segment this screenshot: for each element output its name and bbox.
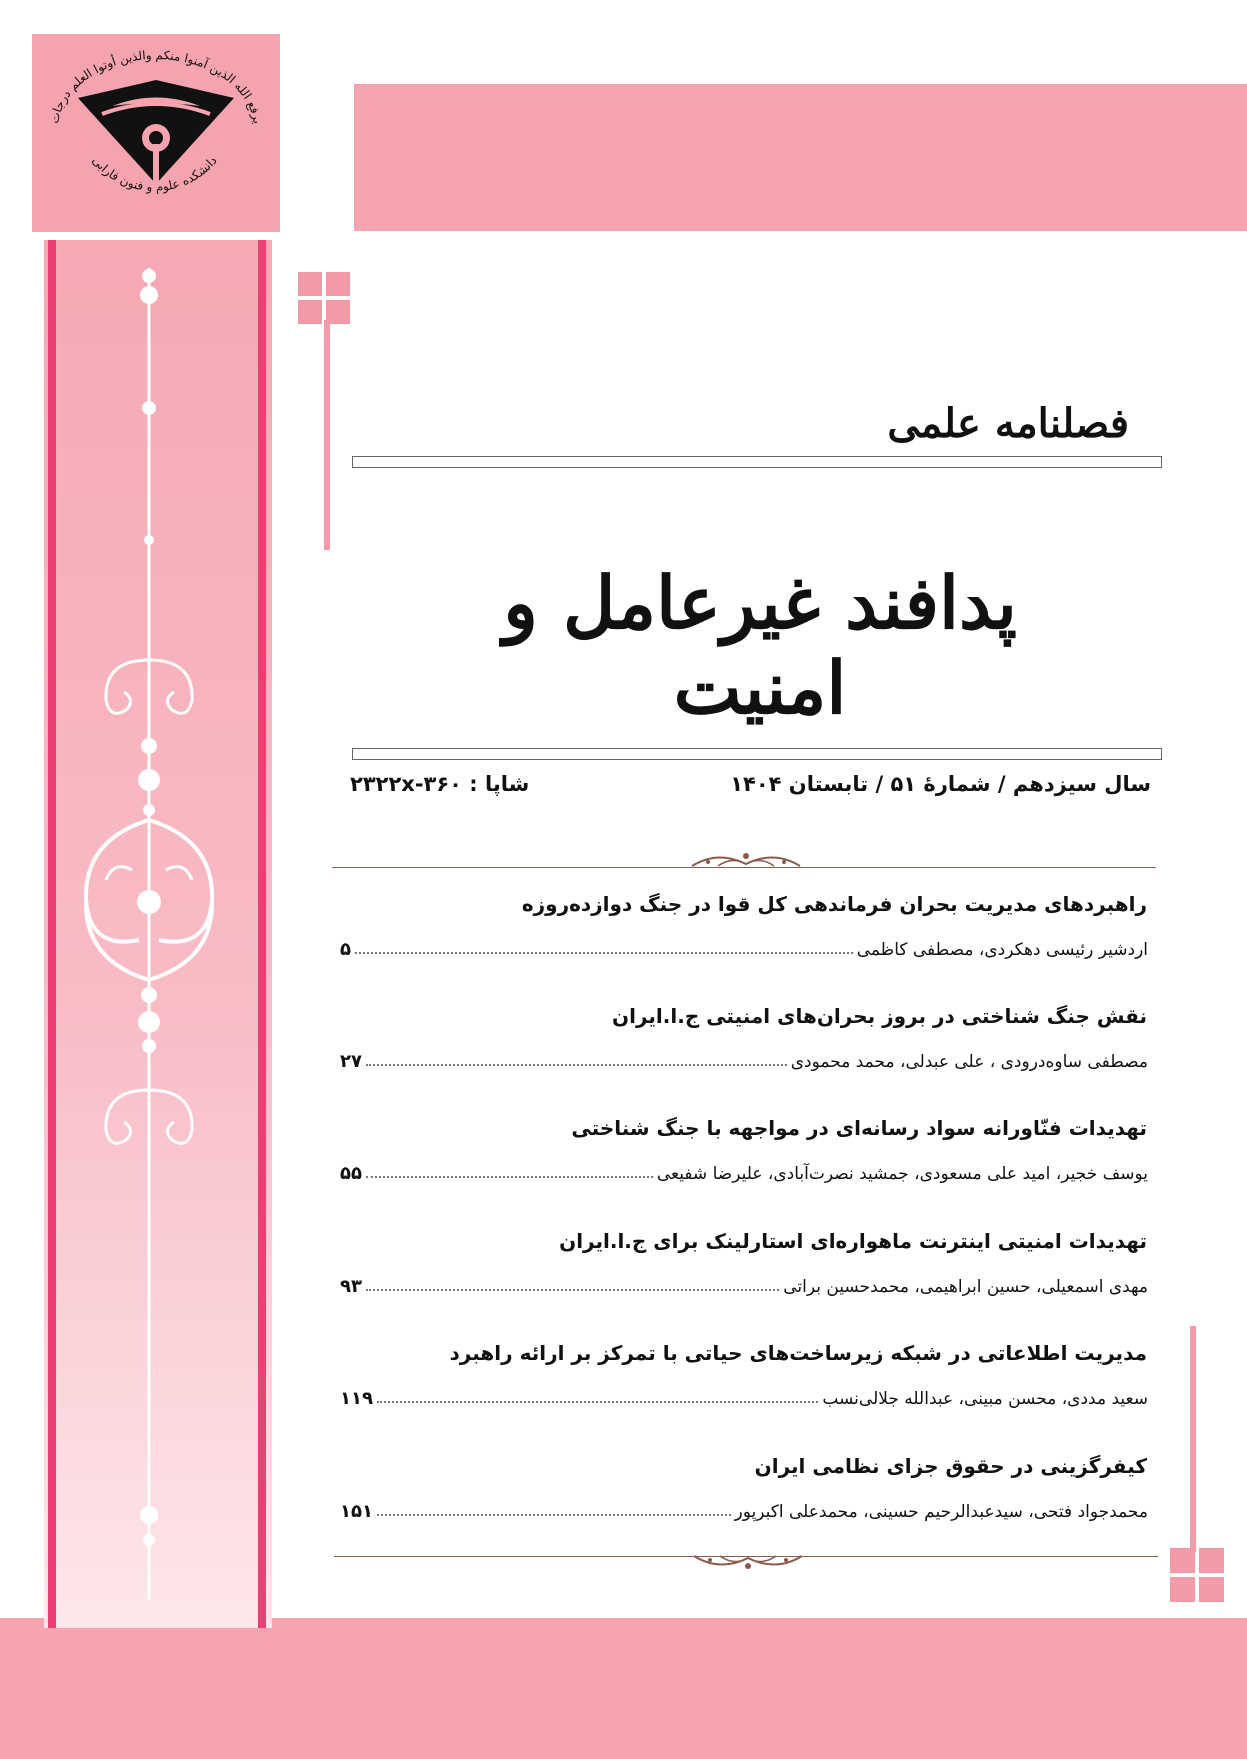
top-decorative-band bbox=[354, 84, 1247, 231]
leader-dots bbox=[366, 1289, 779, 1291]
leader-dots bbox=[377, 1401, 818, 1403]
title-top-frame bbox=[352, 456, 1162, 468]
article-authors: سعید مددی، محسن مبینی، عبدالله جلالی‌نسب bbox=[822, 1389, 1148, 1409]
issue-info: سال سیزدهم / شمارۀ ۵۱ / تابستان ۱۴۰۴ bbox=[730, 772, 1151, 796]
flourish-top-icon bbox=[688, 846, 804, 872]
article-authors: محمدجواد فتحی، سیدعبدالرحیم حسینی، محمدعلی اکبرپور bbox=[734, 1502, 1148, 1522]
left-ornament-panel bbox=[44, 240, 272, 1628]
left-accent-line bbox=[48, 240, 56, 1628]
logo-arc-text: يرفع الله الذين آمنوا منكم والذين أوتوا العلم درجات bbox=[47, 47, 265, 125]
article-byline bbox=[340, 1158, 1148, 1184]
article-authors: اردشیر رئیسی دهکردی، مصطفی کاظمی bbox=[856, 940, 1148, 960]
leader-dots bbox=[366, 1064, 787, 1066]
article-authors: مهدی اسمعیلی، حسین ابراهیمی، محمدحسین براتی bbox=[783, 1277, 1148, 1297]
square-ornament-top bbox=[298, 272, 350, 324]
article-page: ۱۱۹ bbox=[340, 1388, 373, 1409]
article-authors: یوسف خجیر، امید علی مسعودی، جمشید نصرت‌آبادی، علیرضا شفیعی bbox=[656, 1164, 1148, 1184]
thin-pink-stem-top bbox=[324, 320, 330, 550]
article-authors: مصطفی ساوه‌درودی ، علی عبدلی، محمد محمودی bbox=[790, 1052, 1148, 1072]
scroll-ornament-icon bbox=[44, 240, 272, 1628]
article-page: ۲۷ bbox=[340, 1051, 362, 1072]
university-logo bbox=[32, 34, 280, 232]
logo-bottom-text: دانشکده علوم و فنون فارابی bbox=[89, 153, 220, 195]
article-title[interactable]: تهدیدات فنّاورانه سواد رسانه‌ای در مواجهه با جنگ شناختی bbox=[571, 1116, 1147, 1140]
article-title[interactable]: راهبردهای مدیریت بحران فرماندهی کل قوا در جنگ دوازده‌روزه bbox=[521, 892, 1147, 916]
article-byline bbox=[340, 1496, 1148, 1522]
leader-dots bbox=[377, 1514, 731, 1516]
flourish-bottom-icon bbox=[690, 1550, 806, 1576]
logo-emblem-icon bbox=[32, 34, 280, 232]
article-page: ۵۵ bbox=[340, 1163, 362, 1184]
article-title[interactable]: مدیریت اطلاعاتی در شبکه زیرساخت‌های حیاتی با تمرکز بر ارائه راهبرد bbox=[449, 1341, 1147, 1365]
leader-dots bbox=[355, 952, 853, 954]
right-accent-line bbox=[258, 240, 266, 1628]
thin-pink-stem-bottom bbox=[1190, 1326, 1196, 1552]
article-title[interactable]: تهدیدات امنیتی اینترنت ماهواره‌ای استارلینک برای ج.ا.ایران bbox=[559, 1229, 1147, 1253]
leader-dots bbox=[366, 1176, 653, 1178]
article-page: ۵ bbox=[340, 939, 351, 960]
article-byline bbox=[340, 1046, 1148, 1072]
square-ornament-bottom bbox=[1170, 1548, 1224, 1602]
article-byline bbox=[340, 1271, 1148, 1297]
magazine-type-label: فصلنامه علمی bbox=[887, 400, 1129, 447]
article-title[interactable]: نقش جنگ شناختی در بروز بحران‌های امنیتی ج.ا.ایران bbox=[612, 1004, 1147, 1028]
article-byline bbox=[340, 934, 1148, 960]
bottom-decorative-band bbox=[0, 1618, 1247, 1759]
article-byline bbox=[340, 1383, 1148, 1409]
journal-title: پدافند غیرعامل و امنیت bbox=[503, 560, 1017, 730]
article-page: ۹۳ bbox=[340, 1276, 362, 1297]
article-page: ۱۵۱ bbox=[340, 1501, 373, 1522]
issn-number: شاپا : ۲۳۲۲x-۳۶۰ bbox=[350, 772, 530, 796]
article-title[interactable]: کیفرگزینی در حقوق جزای نظامی ایران bbox=[754, 1454, 1147, 1478]
title-bottom-frame bbox=[352, 748, 1162, 760]
